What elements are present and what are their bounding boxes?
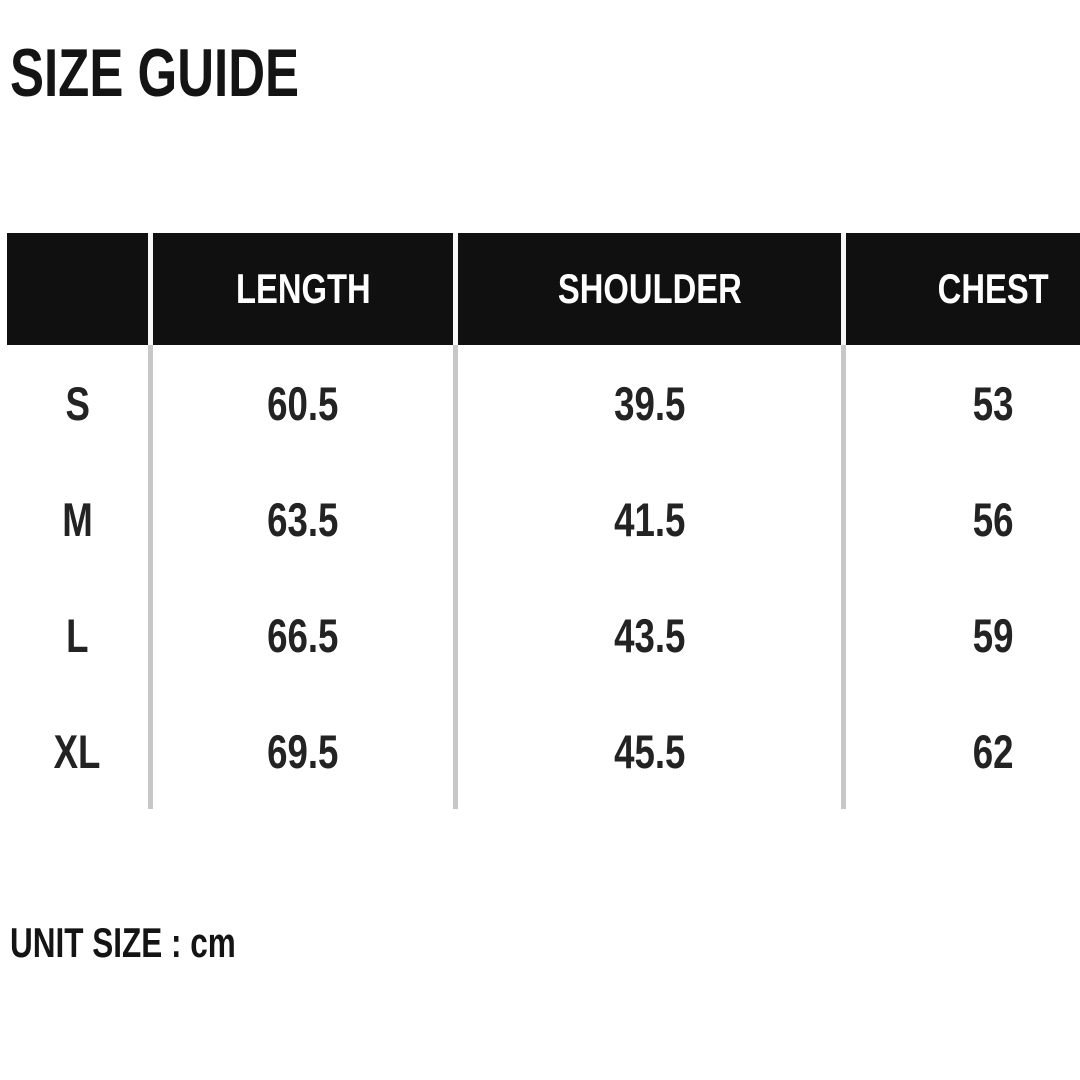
corner-cell	[7, 233, 148, 345]
cell-shoulder: 43.5	[453, 577, 841, 693]
cell-length: 63.5	[148, 461, 453, 577]
header-row	[7, 233, 1080, 345]
cell-length: 69.5	[148, 693, 453, 809]
cell-chest: 56	[841, 461, 1080, 577]
cell-chest: 53	[841, 345, 1080, 461]
unit-note-text: UNIT SIZE : cm	[10, 919, 236, 966]
cell-shoulder: 45.5	[453, 693, 841, 809]
column-header-shoulder	[453, 233, 841, 345]
cell-chest: 62	[841, 693, 1080, 809]
column-header-shoulder-text: SHOULDER	[557, 265, 742, 312]
column-header-length-text: LENGTH	[235, 265, 371, 312]
size-row	[7, 693, 1080, 809]
size-row	[7, 345, 1080, 461]
page-title-text: SIZE GUIDE	[10, 35, 300, 111]
size-guide-table	[7, 233, 1080, 809]
cell-chest: 59	[841, 577, 1080, 693]
size-row	[7, 577, 1080, 693]
page-title	[10, 35, 395, 111]
size-row-label: L	[7, 577, 148, 693]
cell-shoulder: 41.5	[453, 461, 841, 577]
size-row	[7, 461, 1080, 577]
column-header-chest	[841, 233, 1080, 345]
unit-note	[10, 919, 311, 966]
column-header-chest-text: CHEST	[937, 265, 1049, 312]
cell-shoulder: 39.5	[453, 345, 841, 461]
size-row-label: S	[7, 345, 148, 461]
column-header-length	[148, 233, 453, 345]
size-row-label: M	[7, 461, 148, 577]
cell-length: 60.5	[148, 345, 453, 461]
size-row-label: XL	[7, 693, 148, 809]
cell-length: 66.5	[148, 577, 453, 693]
